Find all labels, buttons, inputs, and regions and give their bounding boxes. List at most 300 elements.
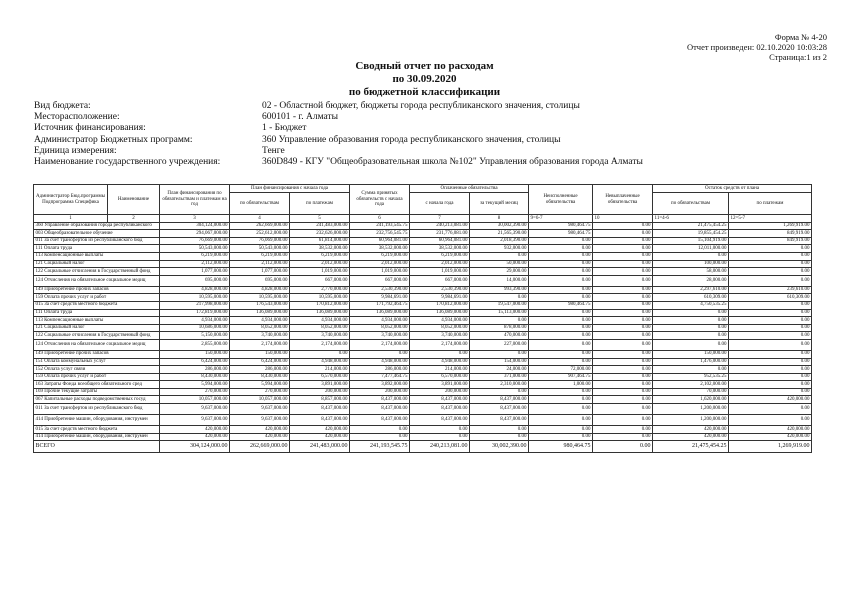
row-value: 3,891,000.00 [290, 381, 350, 389]
row-code-name: 121 Социальный налог [34, 260, 160, 268]
row-value: 0.00 [529, 309, 593, 317]
row-value: 420,000.00 [729, 426, 812, 434]
row-value: 0.00 [653, 317, 729, 325]
row-value: 0.00 [593, 404, 653, 415]
row-value: 50,000.00 [470, 260, 529, 268]
row-value: 2,174,000.00 [230, 339, 290, 350]
row-code-name: 149 Приобретение прочих запасов [34, 286, 160, 294]
row-value: 0.00 [593, 373, 653, 381]
column-number: 7 [410, 215, 470, 223]
row-value: 170,812,000.00 [290, 301, 350, 309]
table-row [34, 301, 812, 309]
row-value: 21,475,454.25 [653, 441, 729, 453]
row-code-name: 067 Капитальные расходы подведомственных госуд [34, 396, 160, 404]
row-value: 0.00 [729, 404, 812, 415]
report-meta [34, 101, 842, 168]
meta-row [34, 135, 842, 146]
row-code-name: ВСЕГО [34, 441, 160, 453]
expenses-table [33, 184, 812, 453]
row-value: 3,740,000.00 [350, 332, 410, 340]
row-value: 8,437,000.00 [470, 404, 529, 415]
row-code-name: 159 Оплата прочих услуг и работ [34, 373, 160, 381]
row-value: 1,269,919.00 [729, 222, 812, 230]
row-value: 878,000.00 [470, 324, 529, 332]
row-value: 0.00 [593, 275, 653, 286]
meta-row [34, 123, 842, 134]
row-value: 154,000.00 [470, 358, 529, 366]
row-value: 695,000.00 [160, 275, 230, 286]
row-value: 0.00 [410, 350, 470, 358]
row-value: 980,464.75 [529, 441, 593, 453]
row-value: 60,964,081.00 [350, 237, 410, 245]
row-value: 0.00 [729, 332, 812, 340]
meta-label: Единица измерения: [34, 145, 117, 156]
row-value: 239,610.00 [729, 286, 812, 294]
row-value: 0.00 [729, 252, 812, 260]
row-value: 1,019,000.00 [410, 268, 470, 276]
column-number: 5 [290, 215, 350, 223]
row-value: 214,000.00 [290, 366, 350, 374]
row-value: 0.00 [593, 324, 653, 332]
row-value: 470,000.00 [470, 332, 529, 340]
row-value: 4,934,000.00 [350, 317, 410, 325]
meta-row [34, 101, 842, 112]
table-row [34, 230, 812, 238]
row-value: 12,011,000.00 [653, 245, 729, 253]
row-value: 0.00 [350, 350, 410, 358]
col-bal-pay: по платежам [729, 193, 812, 215]
row-value: 980,464.75 [529, 222, 593, 230]
row-code-name: 015 За счет средств местного бюджета [34, 301, 160, 309]
row-value: 150,000.00 [160, 350, 230, 358]
row-value: 217,998,000.00 [160, 301, 230, 309]
table-row [34, 388, 812, 396]
table-row [34, 309, 812, 317]
row-code-name: 159 Оплата прочих услуг и работ [34, 294, 160, 302]
row-value: 6,424,000.00 [230, 358, 290, 366]
col-plan: План финансирования по обязательствам и платежам на год [160, 185, 230, 215]
row-value: 0.00 [529, 350, 593, 358]
row-value: 8,430,000.00 [230, 373, 290, 381]
row-value: 420,000.00 [160, 433, 230, 441]
row-value: 0.00 [529, 396, 593, 404]
row-code-name: 151 Оплата коммунальных услуг [34, 358, 160, 366]
row-value: 371,000.00 [470, 373, 529, 381]
table-row [34, 433, 812, 441]
row-value: 3,892,000.00 [350, 381, 410, 389]
row-value: 241,193,545.75 [350, 441, 410, 453]
row-value: 10,595,000.00 [160, 294, 230, 302]
row-value: 2,297,610.00 [653, 286, 729, 294]
column-number: 3 [160, 215, 230, 223]
col-unpaid: Невыплаченные обязательства [593, 185, 653, 215]
row-value: 304,124,000.00 [160, 222, 230, 230]
row-value: 2,112,000.00 [160, 260, 230, 268]
row-value: 200,000.00 [410, 388, 470, 396]
row-value: 1,077,000.00 [160, 268, 230, 276]
row-value: 0.00 [593, 366, 653, 374]
row-value: 10,595,000.00 [290, 294, 350, 302]
row-value: 270,000.00 [160, 388, 230, 396]
table-row [34, 366, 812, 374]
row-value: 4,934,000.00 [410, 317, 470, 325]
row-value: 30,002,390.00 [470, 222, 529, 230]
row-value: 2,174,000.00 [290, 339, 350, 350]
row-value: 0.00 [529, 245, 593, 253]
table-row [34, 396, 812, 404]
meta-label: Месторасположение: [34, 112, 120, 123]
table-row [34, 350, 812, 358]
row-value: 0.00 [593, 441, 653, 453]
row-value: 60,964,081.00 [410, 237, 470, 245]
row-value: 695,000.00 [230, 275, 290, 286]
row-value: 10,057,000.00 [160, 396, 230, 404]
row-value: 0.00 [593, 350, 653, 358]
row-value: 7,477,464.75 [350, 373, 410, 381]
col-name: Наименование [108, 185, 160, 215]
col-plan-obl: по обязательствам [230, 193, 290, 215]
row-value: 420,000.00 [653, 426, 729, 434]
row-code-name: 113 Компенсационные выплаты [34, 317, 160, 325]
row-value: 0.00 [290, 350, 350, 358]
row-value: 2,530,390.00 [410, 286, 470, 294]
row-value: 0.00 [529, 275, 593, 286]
row-value: 2,012,000.00 [410, 260, 470, 268]
row-value: 8,857,000.00 [290, 396, 350, 404]
row-value: 420,000.00 [290, 433, 350, 441]
meta-value: 600101 - г. Алматы [262, 112, 339, 123]
report-header-info [687, 32, 827, 62]
meta-row [34, 157, 842, 168]
row-value: 0.00 [593, 339, 653, 350]
row-value: 8,437,000.00 [350, 404, 410, 415]
row-value: 231,776,081.00 [410, 230, 470, 238]
row-value: 0.00 [729, 309, 812, 317]
row-value: 150,000.00 [653, 350, 729, 358]
title-line-2: по 30.09.2020 [392, 73, 457, 85]
row-value: 8,437,000.00 [410, 404, 470, 415]
row-value: 227,000.00 [470, 339, 529, 350]
row-value: 8,437,000.00 [290, 404, 350, 415]
row-value: 136,089,000.00 [290, 309, 350, 317]
row-value: 3,740,000.00 [290, 332, 350, 340]
row-value: 0.00 [529, 339, 593, 350]
row-value: 1,077,000.00 [230, 268, 290, 276]
row-value: 0.00 [729, 388, 812, 396]
row-value: 0.00 [729, 275, 812, 286]
table-row [34, 245, 812, 253]
row-value: 0.00 [529, 286, 593, 294]
row-value: 0.00 [729, 245, 812, 253]
row-value: 240,213,081.00 [410, 222, 470, 230]
row-value: 4,828,000.00 [230, 286, 290, 294]
row-value: 14,000.00 [470, 275, 529, 286]
row-value: 50,543,000.00 [230, 245, 290, 253]
row-value: 1,200,000.00 [653, 404, 729, 415]
row-value: 4,934,000.00 [230, 317, 290, 325]
meta-label: Источник финансирования: [34, 123, 146, 134]
table-row [34, 294, 812, 302]
col-bal-obl: по обязательствам [653, 193, 729, 215]
row-value: 0.00 [653, 339, 729, 350]
row-code-name: 011 За счет трансфертов из республиканского бюд [34, 237, 160, 245]
row-value: 8,437,000.00 [410, 396, 470, 404]
row-value: 270,000.00 [230, 388, 290, 396]
row-value: 0.00 [729, 260, 812, 268]
row-value: 0.00 [729, 339, 812, 350]
row-value: 0.00 [470, 294, 529, 302]
row-code-name: 360 Управление образования города республиканского [34, 222, 160, 230]
row-value: 9,984,691.00 [410, 294, 470, 302]
row-value: 21,565,390.00 [470, 230, 529, 238]
row-value: 667,000.00 [350, 275, 410, 286]
row-value: 61,814,000.00 [290, 237, 350, 245]
row-value: 3,740,000.00 [410, 332, 470, 340]
column-number-row [34, 215, 812, 223]
row-code-name: 163 Затраты Фонда всеобщего обязательного сред [34, 381, 160, 389]
row-value: 50,543,000.00 [160, 245, 230, 253]
row-value: 8,437,000.00 [290, 415, 350, 426]
row-code-name: 015 За счет средств местного бюджета [34, 426, 160, 434]
row-value: 0.00 [729, 324, 812, 332]
row-value: 2,102,000.00 [653, 381, 729, 389]
row-code-name: 149 Приобретение прочих запасов [34, 350, 160, 358]
row-value: 1,019,000.00 [290, 268, 350, 276]
row-value: 667,000.00 [290, 275, 350, 286]
row-code-name: 111 Оплата труда [34, 245, 160, 253]
row-code-name: 122 Социальные отчисления в Государственный фонд [34, 332, 160, 340]
row-value: 286,000.00 [160, 366, 230, 374]
page-indicator: Страница:1 из 2 [769, 52, 827, 62]
table-row [34, 317, 812, 325]
col-paid-month: за текущий месяц [470, 193, 529, 215]
row-value: 241,483,000.00 [290, 441, 350, 453]
row-value: 262,669,000.00 [230, 441, 290, 453]
row-value: 0.00 [470, 433, 529, 441]
row-value: 849,919.00 [729, 230, 812, 238]
row-value: 0.00 [529, 433, 593, 441]
row-value: 4,948,000.00 [410, 358, 470, 366]
row-value: 214,000.00 [410, 366, 470, 374]
row-value: 1,019,000.00 [350, 268, 410, 276]
row-value: 1,476,000.00 [653, 358, 729, 366]
col-paid: Оплаченные обязательства [410, 185, 529, 193]
row-value: 8,052,000.00 [350, 324, 410, 332]
row-value: 10,057,000.00 [230, 396, 290, 404]
row-value: 38,532,000.00 [290, 245, 350, 253]
row-value: 0.00 [593, 260, 653, 268]
row-value: 0.00 [529, 294, 593, 302]
row-value: 6,424,000.00 [160, 358, 230, 366]
row-value: 8,437,000.00 [350, 396, 410, 404]
row-value: 304,124,000.00 [160, 441, 230, 453]
row-code-name: 111 Оплата труда [34, 309, 160, 317]
row-value: 294,067,000.00 [160, 230, 230, 238]
meta-label: Наименование государственного учреждения: [34, 157, 221, 168]
column-number: 12=5-7 [729, 215, 812, 223]
row-value: 6,219,000.00 [410, 252, 470, 260]
row-value: 4,828,000.00 [160, 286, 230, 294]
row-code-name: 011 За счет трансфертов из республиканского бюд [34, 404, 160, 415]
row-value: 4,750,535.25 [653, 301, 729, 309]
row-value: 980,464.75 [529, 230, 593, 238]
row-value: 21,475,454.25 [653, 222, 729, 230]
row-value: 0.00 [729, 350, 812, 358]
row-value: 38,532,000.00 [410, 245, 470, 253]
row-value: 29,000.00 [470, 268, 529, 276]
row-value: 262,669,000.00 [230, 222, 290, 230]
row-value: 0.00 [350, 433, 410, 441]
row-value: 0.00 [470, 350, 529, 358]
row-value: 3,740,000.00 [230, 332, 290, 340]
row-value: 0.00 [529, 324, 593, 332]
row-value: 980,464.75 [529, 301, 593, 309]
row-value: 10,595,000.00 [230, 294, 290, 302]
row-value: 136,089,000.00 [230, 309, 290, 317]
meta-value: Тенге [262, 145, 285, 156]
row-value: 28,000.00 [653, 275, 729, 286]
row-value: 2,530,390.00 [350, 286, 410, 294]
row-value: 0.00 [593, 286, 653, 294]
row-value: 150,000.00 [230, 350, 290, 358]
row-value: 8,052,000.00 [410, 324, 470, 332]
row-value: 0.00 [470, 252, 529, 260]
row-value: 610,309.00 [729, 294, 812, 302]
row-value: 0.00 [593, 268, 653, 276]
meta-label: Вид бюджета: [34, 101, 91, 111]
row-value: 9,637,000.00 [160, 404, 230, 415]
meta-value: 1 - Бюджет [262, 123, 307, 134]
row-value: 0.00 [470, 426, 529, 434]
row-value: 0.00 [593, 381, 653, 389]
row-value: 240,213,081.00 [410, 441, 470, 453]
row-code-name: 113 Компенсационные выплаты [34, 252, 160, 260]
row-value: 2,310,000.00 [470, 381, 529, 389]
row-value: 6,219,000.00 [350, 252, 410, 260]
row-code-name: 414 Приобретение машин, оборудования, инструмен [34, 415, 160, 426]
row-value: 100,000.00 [653, 260, 729, 268]
row-value: 6,219,000.00 [290, 252, 350, 260]
row-value: 176,543,000.00 [230, 301, 290, 309]
row-value: 0.00 [529, 260, 593, 268]
row-value: 1,620,000.00 [653, 396, 729, 404]
row-value: 0.00 [529, 252, 593, 260]
col-unfulfilled: Неисполненные обязательства [529, 185, 593, 215]
row-value: 1,269,919.00 [729, 441, 812, 453]
row-value: 24,000.00 [470, 366, 529, 374]
table-row [34, 332, 812, 340]
column-number: 6 [350, 215, 410, 223]
meta-row [34, 146, 842, 157]
row-value: 252,612,000.00 [230, 230, 290, 238]
row-value: 0.00 [529, 426, 593, 434]
row-value: 58,000.00 [653, 268, 729, 276]
row-value: 0.00 [653, 324, 729, 332]
row-value: 9,984,691.00 [350, 294, 410, 302]
table-row [34, 286, 812, 294]
row-code-name: 121 Социальный налог [34, 324, 160, 332]
table-row [34, 222, 812, 230]
row-value: 0.00 [593, 396, 653, 404]
row-value: 171,792,464.75 [350, 301, 410, 309]
row-value: 8,437,000.00 [410, 415, 470, 426]
row-value: 0.00 [653, 332, 729, 340]
row-value: 0.00 [470, 388, 529, 396]
col-plan-pay: по платежам [290, 193, 350, 215]
row-value: 420,000.00 [729, 396, 812, 404]
row-value: 4,934,000.00 [160, 317, 230, 325]
row-value: 8,437,000.00 [470, 396, 529, 404]
row-value: 420,000.00 [729, 433, 812, 441]
row-value: 0.00 [529, 237, 593, 245]
col-plan-period: План финансирования с начала года [230, 185, 350, 193]
table-row [34, 252, 812, 260]
row-value: 0.00 [529, 388, 593, 396]
table-row [34, 404, 812, 415]
table-row [34, 339, 812, 350]
row-value: 8,437,000.00 [350, 415, 410, 426]
row-value: 0.00 [729, 366, 812, 374]
row-code-name: 152 Оплата услуг связи [34, 366, 160, 374]
row-value: 420,000.00 [230, 426, 290, 434]
row-value: 932,000.00 [470, 245, 529, 253]
row-code-name: 124 Отчисления на обязательное социальное медиц [34, 275, 160, 286]
row-value: 172,819,000.00 [160, 309, 230, 317]
row-value: 9,637,000.00 [230, 404, 290, 415]
row-value: 19,855,454.25 [653, 230, 729, 238]
row-value: 0.00 [729, 373, 812, 381]
row-value: 6,570,000.00 [290, 373, 350, 381]
row-value: 0.00 [593, 317, 653, 325]
total-row [34, 441, 812, 453]
row-value: 8,430,000.00 [160, 373, 230, 381]
col-balance: Остаток средств от плана [653, 185, 812, 193]
row-value: 952,535.25 [653, 373, 729, 381]
row-code-name: 414 Приобретение машин, оборудования, инструмен [34, 433, 160, 441]
row-value: 70,000.00 [653, 388, 729, 396]
row-value: 0.00 [593, 301, 653, 309]
row-value: 2,012,000.00 [290, 260, 350, 268]
meta-value: 360D849 - КГУ "Общеобразовательная школа №102" Управления образования города Алматы [262, 157, 643, 168]
row-value: 420,000.00 [653, 433, 729, 441]
row-value: 4,948,000.00 [290, 358, 350, 366]
column-number: 2 [108, 215, 160, 223]
row-value: 2,855,000.00 [160, 339, 230, 350]
row-value: 0.00 [529, 358, 593, 366]
column-number: 4 [230, 215, 290, 223]
row-value: 420,000.00 [290, 426, 350, 434]
column-number: 10 [593, 215, 653, 223]
row-value: 0.00 [593, 358, 653, 366]
row-value: 0.00 [529, 404, 593, 415]
produced-date: Отчет произведен: 02.10.2020 10:03:28 [686, 42, 827, 52]
row-value: 19,547,000.00 [470, 301, 529, 309]
row-value: 4,948,000.00 [350, 358, 410, 366]
row-value: 8,437,000.00 [470, 415, 529, 426]
row-value: 38,532,000.00 [350, 245, 410, 253]
row-code-name: 169 Прочие текущие затраты [34, 388, 160, 396]
table-row [34, 358, 812, 366]
title-line-1: Сводный отчет по расходам [355, 60, 494, 72]
row-value: 0.00 [470, 317, 529, 325]
row-value: 0.00 [593, 309, 653, 317]
row-value: 286,000.00 [350, 366, 410, 374]
row-value: 5,994,000.00 [160, 381, 230, 389]
row-value: 0.00 [593, 426, 653, 434]
row-value: 907,464.75 [529, 373, 593, 381]
row-value: 136,089,000.00 [410, 309, 470, 317]
meta-row [34, 112, 842, 123]
